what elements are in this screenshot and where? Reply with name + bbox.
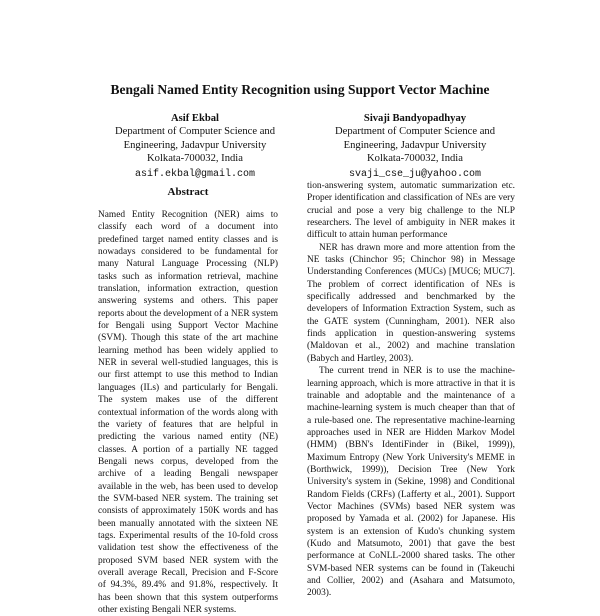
body-column [307, 180, 515, 600]
author-email: svaji_cse_ju@yahoo.com [348, 168, 482, 180]
author-block-2 [300, 112, 530, 181]
author-affiliation: Department of Computer Science and [334, 126, 496, 138]
author-affiliation: Engineering, Jadavpur University [343, 139, 487, 151]
author-email: asif.ekbal@gmail.com [134, 168, 256, 180]
body-paragraph: tion-answering system, automatic summarization etc. Proper identification and classification of NEs are very crucial and pose a very big challenge to the NLP researchers. The level of ambiguity in NER makes it difficult to attain human performance [307, 181, 515, 241]
abstract-heading: Abstract [167, 186, 209, 198]
author-name: Sivaji Bandyopadhyay [363, 113, 467, 124]
paper-title: Bengali Named Entity Recognition using Support Vector Machine [110, 82, 490, 97]
author-block-1 [80, 112, 310, 181]
author-affiliation: Kolkata-700032, India [367, 153, 463, 165]
abstract-column [98, 209, 278, 616]
abstract-text: Named Entity Recognition (NER) aims to classify each word of a document into predefined target named entity classes and is nowadays considered to be fundamental for many Natural Language Processing (NLP) tasks such as information retrieval, machine translation, information extraction, question answering systems and others. This paper reports about the development of a NER system for Bengali using Support Vector Machine (SVM). Though this state of the art machine learning method has been widely applied to NER in several well-studied languages, this is our first attempt to use this method to Indian languages (ILs) and particularly for Bengali. The system makes use of the different contextual information of the words along with the variety of features that are helpful in predicting the various named entity (NE) classes. A portion of a partially NE tagged Bengali news corpus, developed from the archive of a leading Bengali newspaper available in the web, has been used to develop the SVM-based NER system. The training set consists of approximately 150K words and has been manually annotated with the sixteen NE tags. Experimental results of the 10-fold cross validation test show the effectiveness of the proposed SVM based NER system with the overall average Recall, Precision and F-Score of 94.3%, 89.4% and 91.8%, respectively. It has been shown that this system outperforms other existing Bengali NER systems. [98, 210, 278, 615]
author-name: Asif Ekbal [171, 113, 219, 124]
body-paragraph: NER has drawn more and more attention from the NE tasks (Chinchor 95; Chinchor 98) in Message Understanding Conferences (MUCs) [MUC6; MUC7]. The problem of correct identification of NEs is specifically addressed and benchmarked by the developers of Information Extraction System, such as the GATE system (Cunningham, 2001). NER also finds application in question-answering systems (Maldovan et al., 2002) and machine translation (Babych and Hartley, 2003). [307, 242, 515, 364]
author-affiliation: Engineering, Jadavpur University [123, 139, 267, 151]
author-affiliation: Department of Computer Science and [114, 126, 276, 138]
author-affiliation: Kolkata-700032, India [147, 153, 243, 165]
body-paragraph: The current trend in NER is to use the machine-learning approach, which is more attractive in that it is trainable and adoptable and the maintenance of a machine-learning system is much cheaper than that of a rule-based one. The representative machine-learning approaches used in NER are Hidden Markov Model (HMM) (BBN's IdentiFinder in (Bikel, 1999)), Maximum Entropy (New York University's MEME in (Borthwick, 1999)), Decision Tree (New York University's system in (Sekine, 1998) and Conditional Random Fields (CRFs) (Lafferty et al., 2001). Support Vector Machines (SVMs) based NER system was proposed by Yamada et al. (2002) for Japanese. His system is an extension of Kudo's chunking system (Kudo and Matsumoto, 2001) that gave the best performance at CoNLL-2000 shared tasks. The other SVM-based NER systems can be found in (Takeuchi and Collier, 2002) and (Asahara and Matsumoto, 2003). [307, 366, 515, 599]
